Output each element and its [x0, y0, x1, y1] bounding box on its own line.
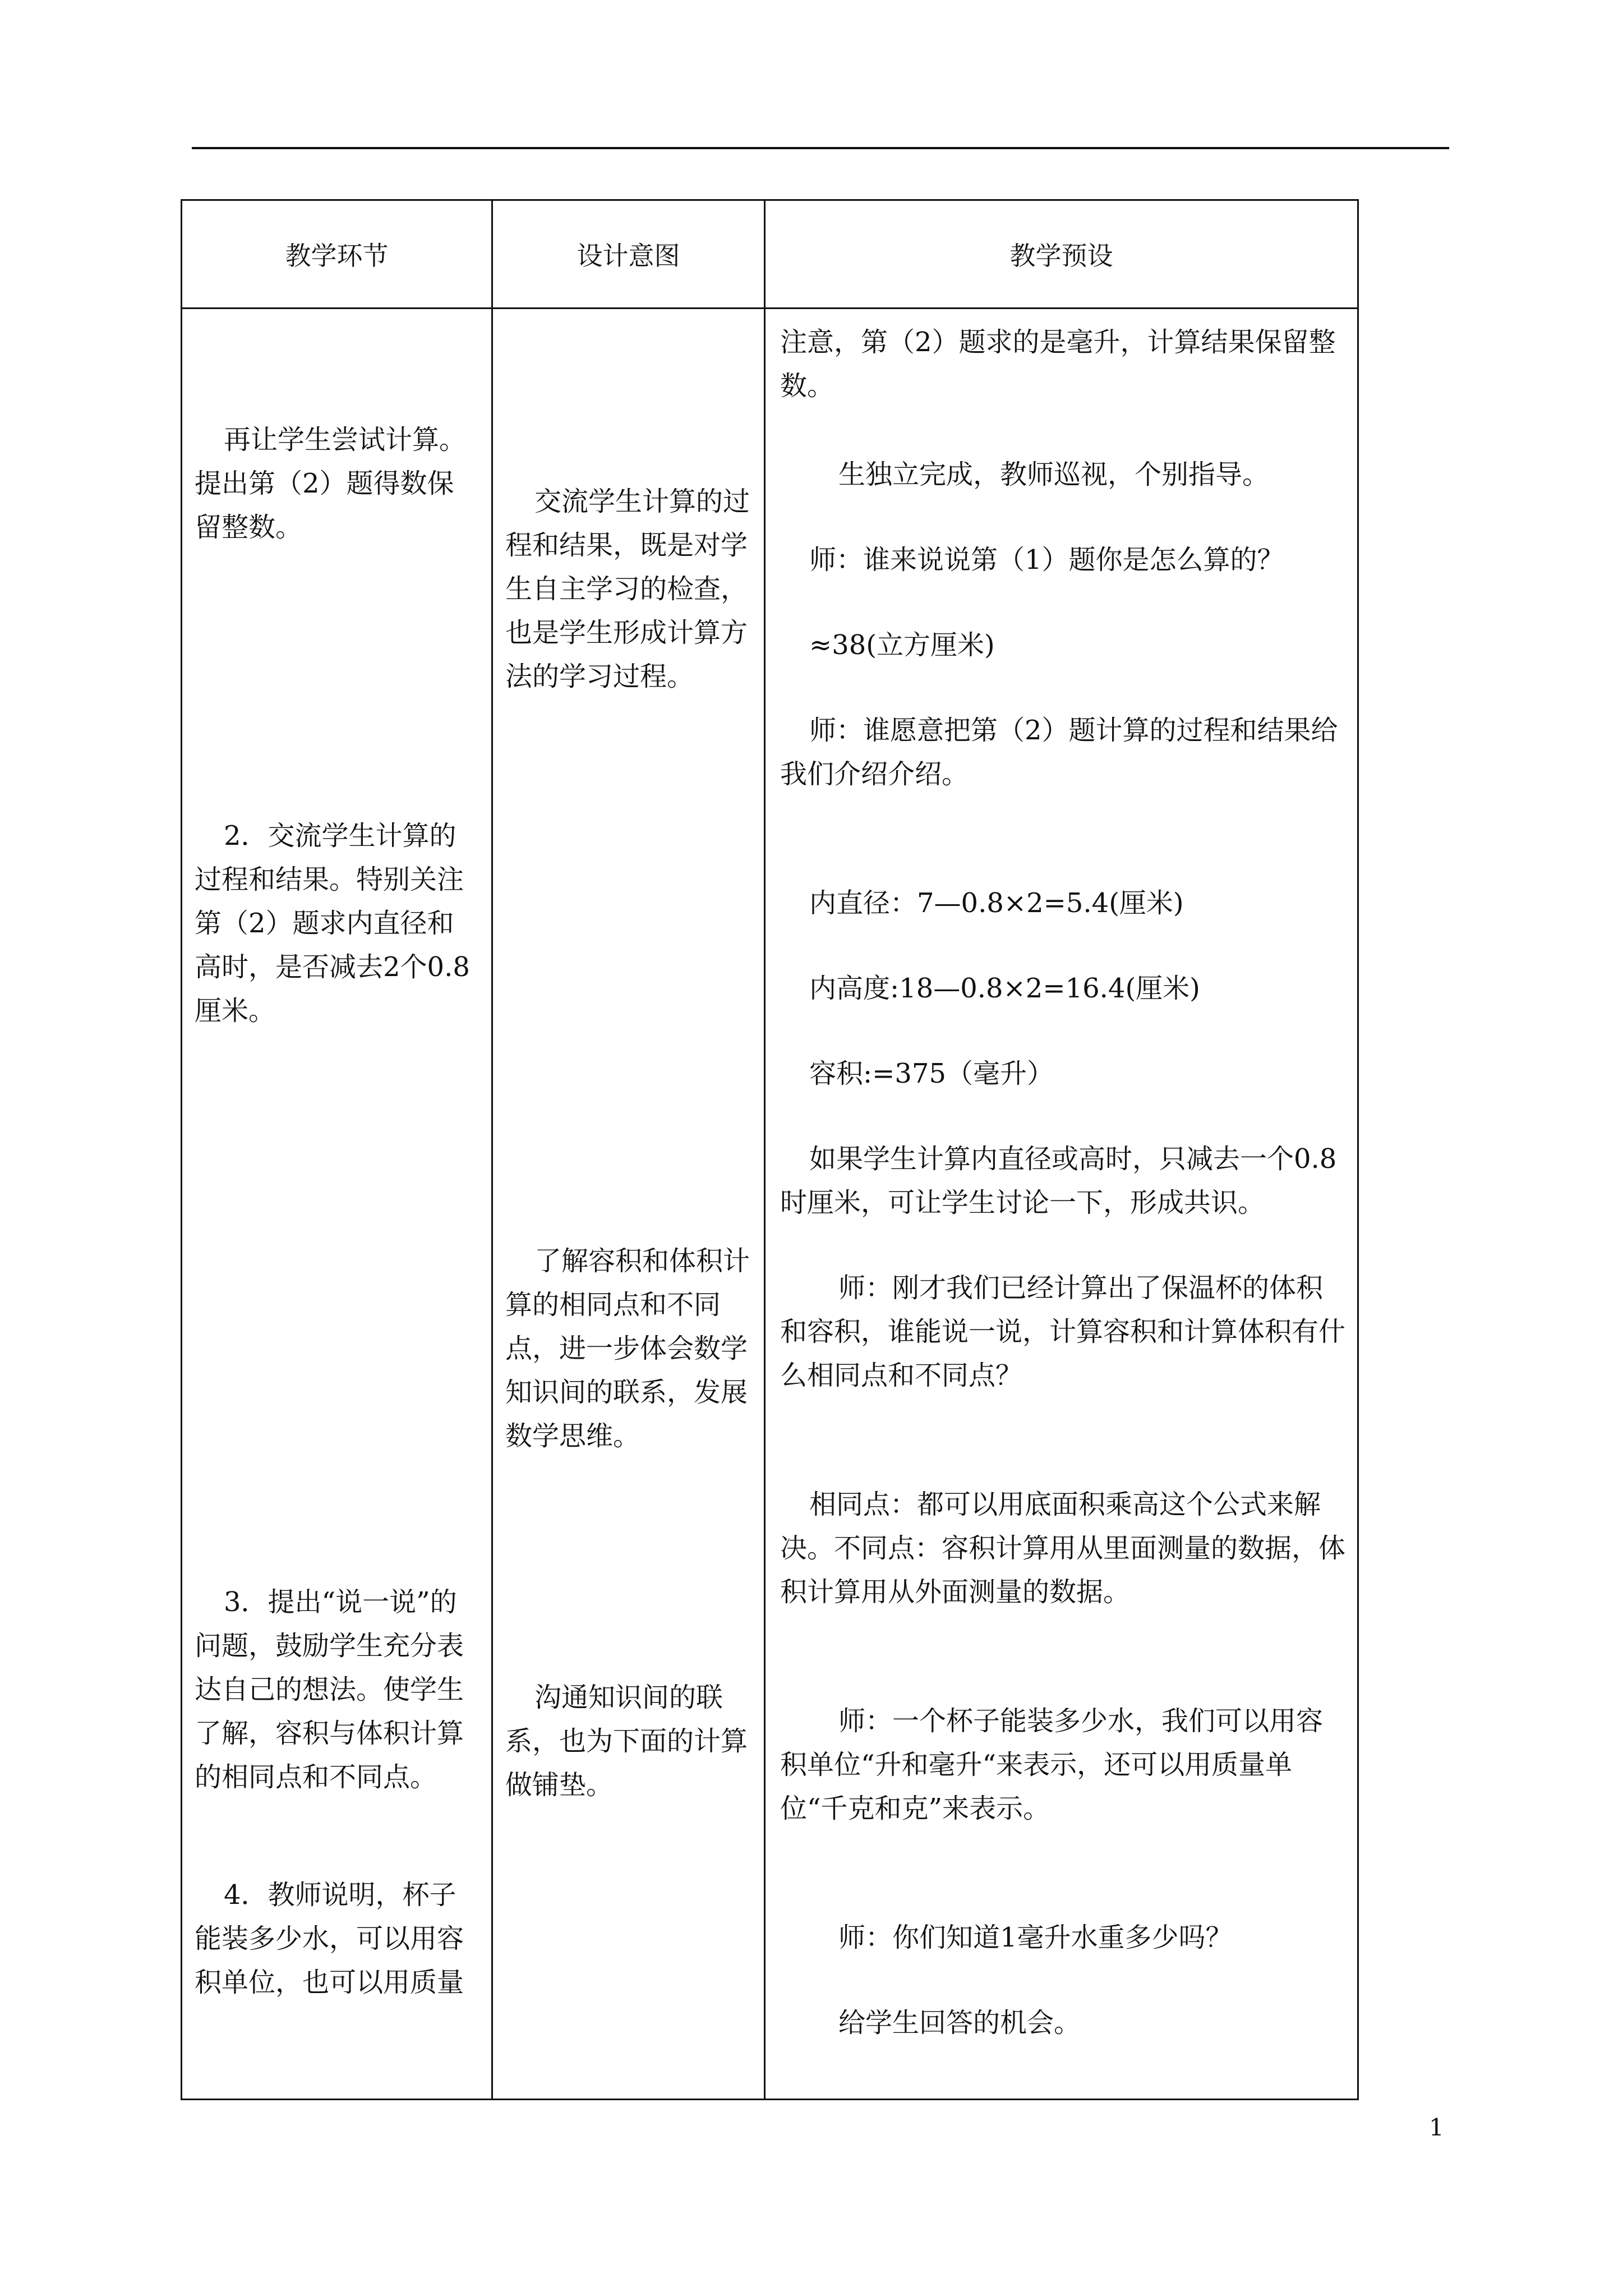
plan-paragraph-14: 给学生回答的机会。 [838, 2007, 1081, 2039]
plan-paragraph-5: 师：谁愿意把第（2）题计算的过程和结果给我们介绍介绍。 [780, 715, 1338, 790]
plan-paragraph-3: 师：谁来说说第（1）题你是怎么算的？ [809, 544, 1284, 576]
plan-paragraph-13: 师：你们知道1毫升水重多少吗？ [838, 1922, 1233, 1953]
stage-paragraph-3: 3．提出“说一说”的问题，鼓励学生充分表达自己的想法。使学生了解，容积与体积计算的相同点和不同点。 [195, 1586, 464, 1793]
header-teaching-plan: 教学预设 [765, 200, 1358, 309]
cell-teaching-stage [182, 309, 492, 2100]
cell-teaching-plan [765, 309, 1358, 2100]
plan-paragraph-7: 内高度:18—0.8×2=16.4(厘米) [809, 973, 1200, 1004]
intent-paragraph-3: 沟通知识间的联系，也为下面的计算做铺垫。 [505, 1682, 748, 1801]
plan-paragraph-6: 内直径：7—0.8×2=5.4(厘米) [809, 887, 1184, 919]
header-rule [192, 147, 1449, 149]
header-design-intent: 设计意图 [492, 200, 765, 309]
plan-paragraph-11: 相同点：都可以用底面积乘高这个公式来解决。不同点：容积计算用从里面测量的数据，体积计算用从外面测量的数据。 [780, 1489, 1346, 1608]
cell-design-intent [492, 309, 765, 2100]
table-row [182, 309, 1358, 2100]
plan-paragraph-4: ≈38(立方厘米) [809, 629, 995, 661]
page-number: 1 [1429, 2114, 1444, 2141]
intent-paragraph-1: 交流学生计算的过程和结果，既是对学生自主学习的检查，也是学生形成计算方法的学习过程。 [505, 486, 750, 692]
plan-paragraph-9: 如果学生计算内直径或高时，只减去一个0.8时厘米，可让学生讨论一下，形成共识。 [780, 1143, 1337, 1218]
plan-paragraph-2: 生独立完成，教师巡视，个别指导。 [838, 459, 1270, 490]
stage-paragraph-2: 2．交流学生计算的过程和结果。特别关注第（2）题求内直径和高时，是否减去2个0.8厘米。 [195, 820, 470, 1027]
stage-paragraph-4: 4．教师说明，杯子能装多少水，可以用容积单位，也可以用质量 [195, 1879, 464, 1998]
plan-paragraph-1: 注意，第（2）题求的是毫升，计算结果保留整数。 [780, 326, 1336, 402]
plan-paragraph-8: 容积:=375（毫升） [809, 1058, 1054, 1089]
lesson-plan-table [181, 199, 1359, 2100]
header-teaching-stage: 教学环节 [182, 200, 492, 309]
intent-paragraph-2: 了解容积和体积计算的相同点和不同点，进一步体会数学知识间的联系，发展数学思维。 [505, 1245, 750, 1452]
table-header-row [182, 200, 1358, 309]
plan-paragraph-12: 师：一个杯子能装多少水，我们可以用容积单位“升和毫升“来表示，还可以用质量单位“千克和克”来表示。 [780, 1705, 1324, 1824]
plan-paragraph-10: 师：刚才我们已经计算出了保温杯的体积和容积，谁能说一说，计算容积和计算体积有什么相同点和不同点？ [780, 1272, 1346, 1391]
stage-paragraph-1: 再让学生尝试计算。提出第（2）题得数保留整数。 [195, 424, 467, 543]
